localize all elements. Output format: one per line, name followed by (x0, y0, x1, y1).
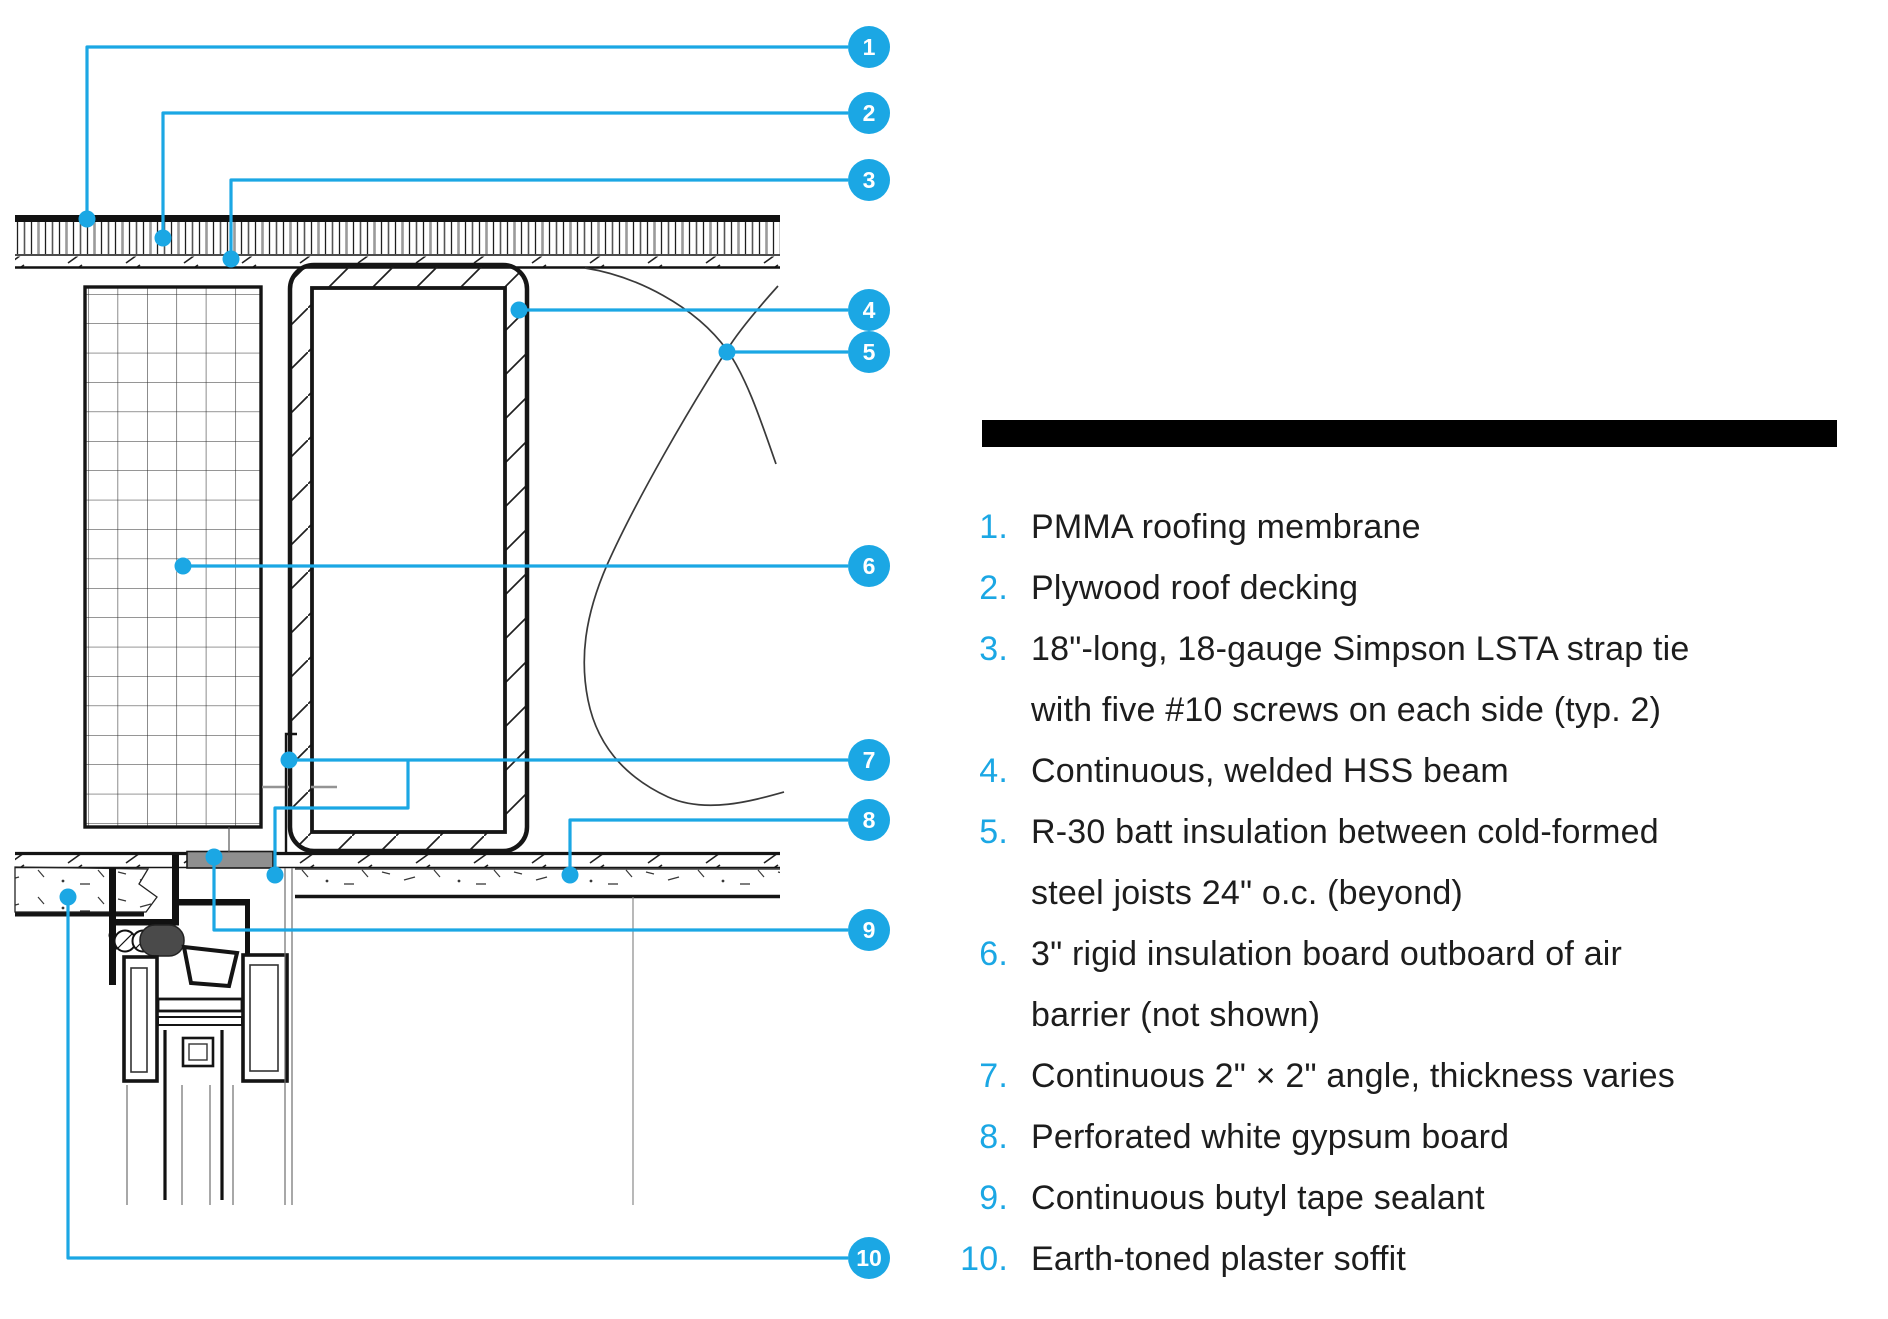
callout-number: 7 (862, 747, 876, 774)
batt-curve-a (585, 268, 776, 464)
leader-dot-1 (79, 211, 96, 228)
legend-number: 7. (979, 1057, 1008, 1095)
legend-row (960, 1176, 1485, 1220)
batt-curve-b (584, 286, 784, 805)
legend-number: 1. (979, 508, 1008, 546)
sealant-blob (140, 925, 184, 956)
legend-number: 5. (979, 813, 1008, 851)
legend-text: 18"-long, 18-gauge Simpson LSTA strap tie (1031, 630, 1690, 668)
callout-number: 9 (862, 917, 876, 944)
legend-number: 6. (979, 935, 1008, 973)
plywood-decking-band (15, 222, 780, 254)
legend-row (960, 627, 1689, 671)
callout-markers (848, 26, 890, 1279)
legend-text: Continuous 2" × 2" angle, thickness varies (1031, 1057, 1675, 1095)
callout-2 (848, 92, 890, 134)
legend-text: 3" rigid insulation board outboard of air (1031, 935, 1623, 973)
callout-number: 4 (862, 297, 876, 324)
ceiling-furring-band (15, 855, 780, 868)
mullion-screw-boss (183, 1038, 213, 1066)
rigid-insulation-board (85, 287, 261, 827)
section-detail-drawing (0, 0, 940, 1319)
callout-number: 5 (862, 339, 876, 366)
callout-number: 6 (862, 553, 876, 580)
legend-row (960, 871, 1463, 915)
callout-number: 1 (862, 34, 876, 61)
legend-row (960, 932, 1622, 976)
callout-10 (848, 1237, 890, 1279)
callout-9 (848, 909, 890, 951)
callout-5 (848, 331, 890, 373)
legend-text: R-30 batt insulation between cold-formed (1031, 813, 1659, 851)
ceiling-assembly (15, 852, 780, 915)
legend-row (960, 1237, 1406, 1281)
legend-row (960, 1054, 1675, 1098)
mullion-thermal-bar-1 (158, 999, 242, 1011)
legend-text: barrier (not shown) (1031, 996, 1321, 1034)
legend-row (960, 1115, 1509, 1159)
leader-dot-5 (719, 344, 736, 361)
leader-dot-8 (562, 867, 579, 884)
legend-text: Continuous butyl tape sealant (1031, 1179, 1485, 1217)
legend-text: PMMA roofing membrane (1031, 508, 1421, 546)
leader-dot-6 (175, 558, 192, 575)
legend-number: 2. (979, 569, 1008, 607)
legend-number: 4. (979, 752, 1008, 790)
callout-number: 8 (862, 807, 876, 834)
legend-row (960, 749, 1509, 793)
leader-dot-7b (267, 867, 284, 884)
batt-insulation-squiggle (584, 268, 784, 805)
leader-dot-3 (223, 251, 240, 268)
callout-4 (848, 289, 890, 331)
legend-row (960, 688, 1661, 732)
callout-8 (848, 799, 890, 841)
callout-number: 10 (856, 1245, 882, 1272)
butyl-tape-strip (187, 852, 273, 869)
plaster-soffit-band (15, 867, 157, 912)
legend-number: 10. (960, 1240, 1008, 1278)
callout-number: 3 (862, 167, 876, 194)
mullion-left-cap (124, 957, 157, 1081)
mullion-pressure-plate (184, 947, 237, 986)
leader-dot-10 (60, 889, 77, 906)
legend-number: 9. (979, 1179, 1008, 1217)
callout-7 (848, 739, 890, 781)
head-jamb-left (109, 868, 116, 985)
head-closure-vertical (172, 855, 179, 925)
legend-text: Perforated white gypsum board (1031, 1118, 1510, 1156)
legend-text: Earth-toned plaster soffit (1031, 1240, 1406, 1278)
callout-6 (848, 545, 890, 587)
leader-dot-9 (206, 849, 223, 866)
legend-text: steel joists 24" o.c. (beyond) (1031, 874, 1463, 912)
leader-dot-2 (155, 230, 172, 247)
hss-beam (262, 265, 527, 851)
legend-text: Plywood roof decking (1031, 569, 1359, 607)
legend-text: with five #10 screws on each side (typ. 2) (1031, 691, 1662, 729)
legend-row (960, 505, 1421, 549)
legend-row (960, 810, 1659, 854)
leader-line-1 (87, 47, 848, 219)
gypsum-board-band (295, 869, 780, 896)
roof-assembly (15, 215, 780, 268)
mullion-thermal-bar-2 (158, 1017, 242, 1025)
callout-number: 2 (862, 100, 876, 127)
legend-row (960, 566, 1358, 610)
hss-beam-inner-face (312, 288, 505, 832)
legend-row (960, 993, 1320, 1037)
legend-number: 3. (979, 630, 1008, 668)
callout-3 (848, 159, 890, 201)
callout-1 (848, 26, 890, 68)
legend-text: Continuous, welded HSS beam (1031, 752, 1509, 790)
leader-dot-7a (281, 752, 298, 769)
legend-title-bar (982, 420, 1837, 447)
pmma-membrane-line (15, 215, 780, 222)
legend-number: 8. (979, 1118, 1008, 1156)
leader-dot-4 (511, 302, 528, 319)
